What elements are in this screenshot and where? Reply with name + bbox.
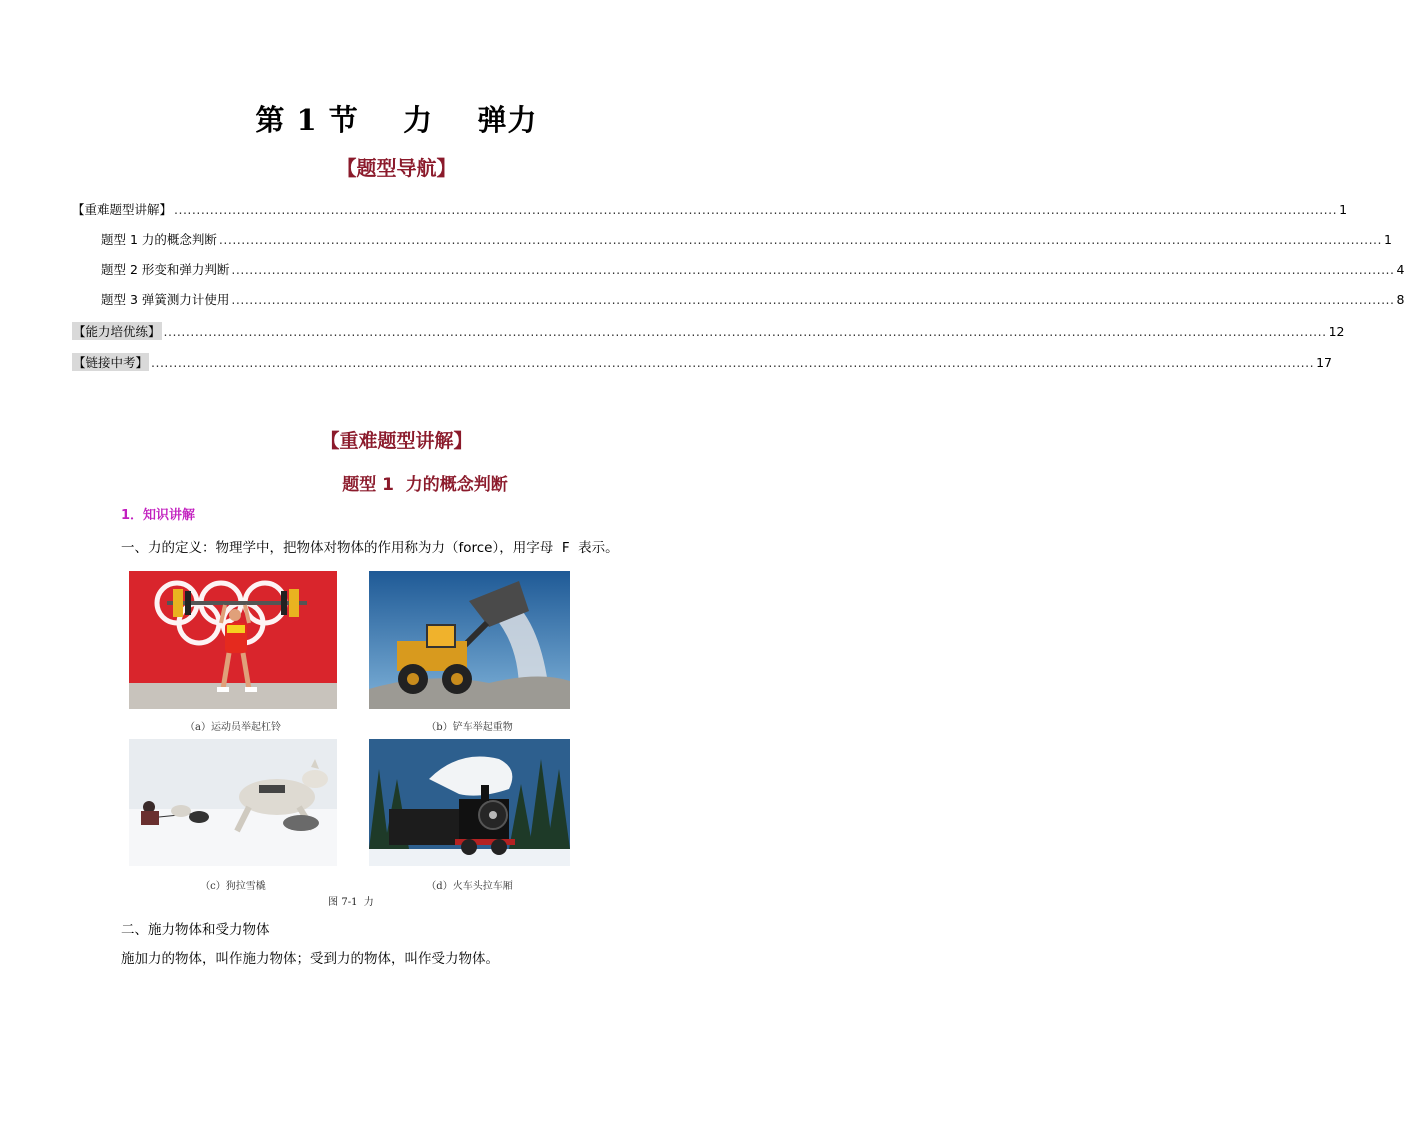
toc-page-number: 17 [1316, 355, 1333, 370]
toc-entry[interactable] [72, 353, 1333, 373]
toc-entry-label: 题型 1 力的概念判断 [101, 232, 217, 247]
toc-entry-label: 【重难题型讲解】 [72, 202, 173, 217]
page-title: 第 1 节 力 弹力 [255, 103, 538, 137]
toc-entry[interactable] [101, 260, 1404, 280]
loader-photo [369, 571, 570, 709]
weightlifter-photo [129, 571, 337, 709]
knowledge-label: 1．知识讲解 [121, 508, 196, 523]
toc-leader-dots: .................................................................................................................................................................................................................................................................... [163, 324, 1327, 339]
toc-leader-dots: .................................................................................................................................................................................................................................................................... [174, 202, 1338, 217]
toc-page-number: 1 [1339, 202, 1348, 217]
definition-paragraph: 一、力的定义：物理学中，把物体对物体的作用称为力（force），用字母 F 表示。 [121, 540, 619, 556]
toc-page-number: 4 [1396, 262, 1404, 277]
toc-entry-label: 题型 2 形变和弹力判断 [101, 262, 230, 277]
toc-leader-dots: .................................................................................................................................................................................................................................................................... [231, 292, 1395, 307]
toc-entry-label: 【能力培优练】 [73, 324, 161, 339]
locomotive-photo [369, 739, 570, 866]
toc-leader-dots: .................................................................................................................................................................................................................................................................... [151, 355, 1315, 370]
caption-c: （c）狗拉雪橇 [200, 881, 266, 892]
caption-d: （d）火车头拉车厢 [426, 881, 513, 892]
caption-b: （b）铲车举起重物 [426, 722, 513, 733]
type-heading: 题型 1 力的概念判断 [342, 475, 508, 495]
caption-a: （a）运动员举起杠铃 [185, 722, 281, 733]
toc-page-number: 1 [1384, 232, 1392, 247]
toc-leader-dots: .................................................................................................................................................................................................................................................................... [218, 232, 1382, 247]
section-heading: 【重难题型讲解】 [320, 430, 473, 452]
nav-heading: 【题型导航】 [336, 156, 457, 180]
toc-page-number: 8 [1396, 292, 1404, 307]
figure-title: 图 7-1 力 [328, 897, 374, 908]
toc-entry[interactable] [101, 230, 1392, 250]
toc-entry[interactable] [101, 290, 1404, 310]
sled-dogs-photo [129, 739, 337, 866]
toc-entry-label: 题型 3 弹簧测力计使用 [101, 292, 230, 307]
toc-entry-label: 【链接中考】 [73, 355, 149, 370]
toc-leader-dots: .................................................................................................................................................................................................................................................................... [231, 262, 1395, 277]
subsection-heading: 二、施力物体和受力物体 [121, 922, 270, 938]
toc-entry[interactable] [72, 200, 1348, 220]
toc-page-number: 12 [1328, 324, 1345, 339]
toc-entry[interactable] [72, 322, 1345, 342]
body-paragraph: 施加力的物体，叫作施力物体；受到力的物体，叫作受力物体。 [121, 951, 499, 967]
